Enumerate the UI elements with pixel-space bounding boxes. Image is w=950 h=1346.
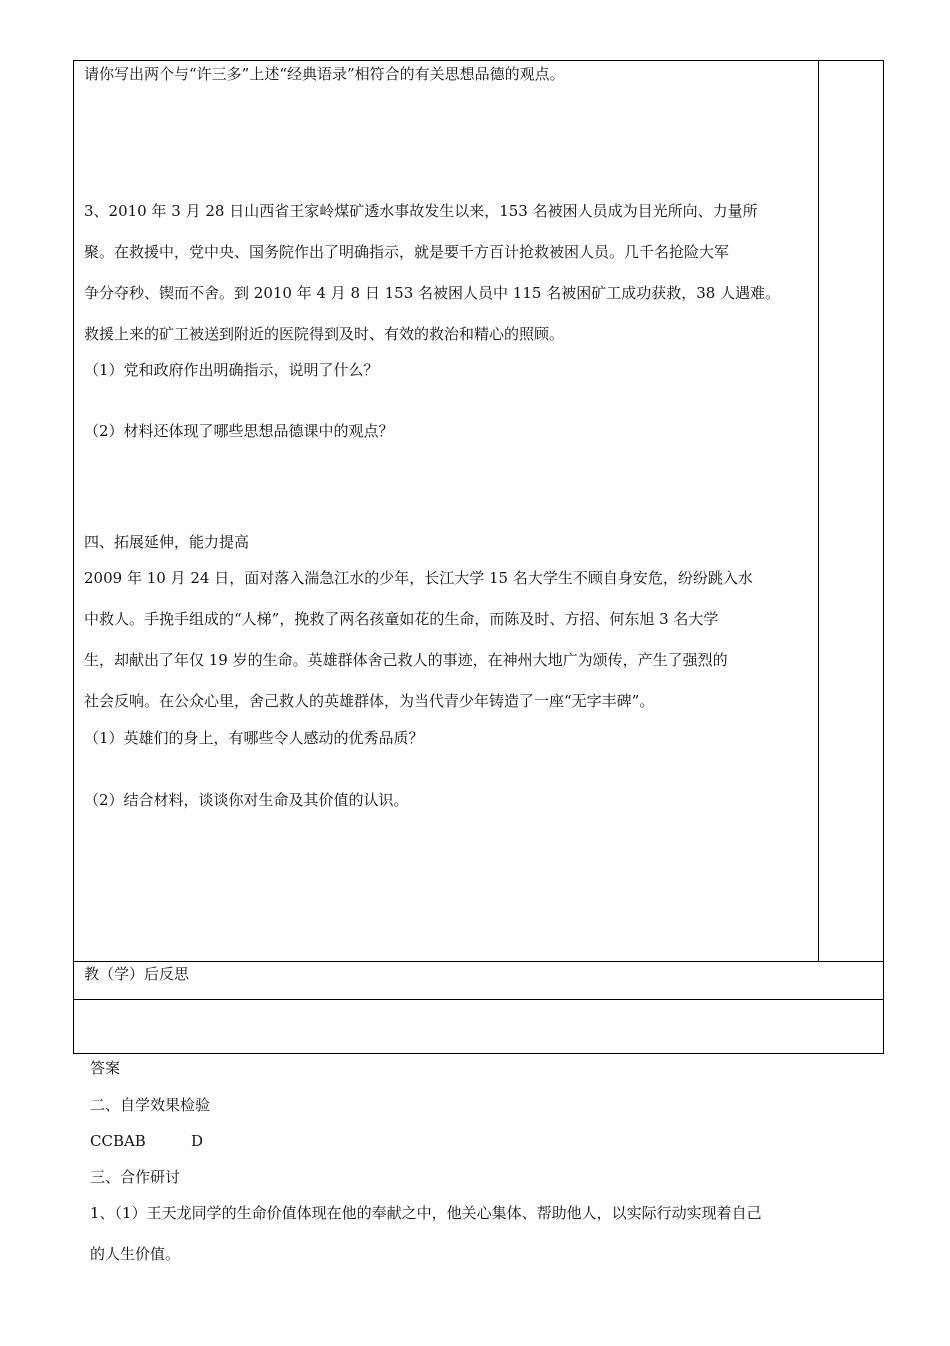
q3-line: 3、2010 年 3 月 28 日山西省王家岭煤矿透水事故发生以来，153 名被困人员成为目光所向、力量所 [84, 202, 758, 220]
section4-line: 生，却献出了年仅 19 岁的生命。英雄群体舍己救人的事迹，在神州大地广为颂传，产生了强烈的 [84, 651, 728, 669]
q2-prompt: 请你写出两个与“许三多”上述“经典语录”相符合的有关思想品德的观点。 [84, 65, 565, 83]
section4-line: 社会反响。在公众心里，舍己救人的英雄群体，为当代青少年铸造了一座“无字丰碑”。 [84, 692, 655, 710]
q3-sub1: （1）党和政府作出明确指示，说明了什么？ [84, 361, 379, 379]
answers-section2-answer-b: D [191, 1132, 204, 1150]
section4-line: 2009 年 10 月 24 日，面对落入湍急江水的少年，长江大学 15 名大学生不顾自身安危，纷纷跳入水 [84, 569, 753, 587]
answers-section2-answer-a: CCBAB [90, 1132, 146, 1150]
section4-sub1: （1）英雄们的身上，有哪些令人感动的优秀品质？ [84, 729, 424, 747]
q3-line: 聚。在救援中，党中央、国务院作出了明确指示，就是要千方百计抢救被困人员。几千名抢险大军 [84, 243, 730, 261]
q3-line: 救援上来的矿工被送到附近的医院得到及时、有效的救治和精心的照顾。 [84, 325, 565, 343]
reflection-label: 教（学）后反思 [84, 965, 190, 983]
answers-section3-heading: 三、合作研讨 [90, 1168, 181, 1186]
answers-title: 答案 [90, 1059, 121, 1077]
q3-sub2: （2）材料还体现了哪些思想品德课中的观点？ [84, 422, 394, 440]
section4-heading: 四、拓展延伸，能力提高 [84, 533, 250, 551]
section4-sub2: （2）结合材料，谈谈你对生命及其价值的认识。 [84, 791, 409, 809]
table-row-divider [73, 961, 884, 962]
answers-item1-line: 的人生价值。 [90, 1245, 181, 1263]
q3-line: 争分夺秒、锲而不舍。到 2010 年 4 月 8 日 153 名被困人员中 115 名被困矿工成功获救，38 人遇难。 [84, 284, 781, 302]
answers-item1-line: 1、（1）王天龙同学的生命价值体现在他的奉献之中，他关心集体、帮助他人，以实际行动实现着自己 [90, 1204, 762, 1222]
table-row-divider [73, 999, 884, 1000]
table-column-divider [818, 60, 819, 961]
answers-section2-heading: 二、自学效果检验 [90, 1096, 211, 1114]
section4-line: 中救人。手挽手组成的“人梯”，挽救了两名孩童如花的生命，而陈及时、方招、何东旭 3 名大学 [84, 610, 719, 628]
